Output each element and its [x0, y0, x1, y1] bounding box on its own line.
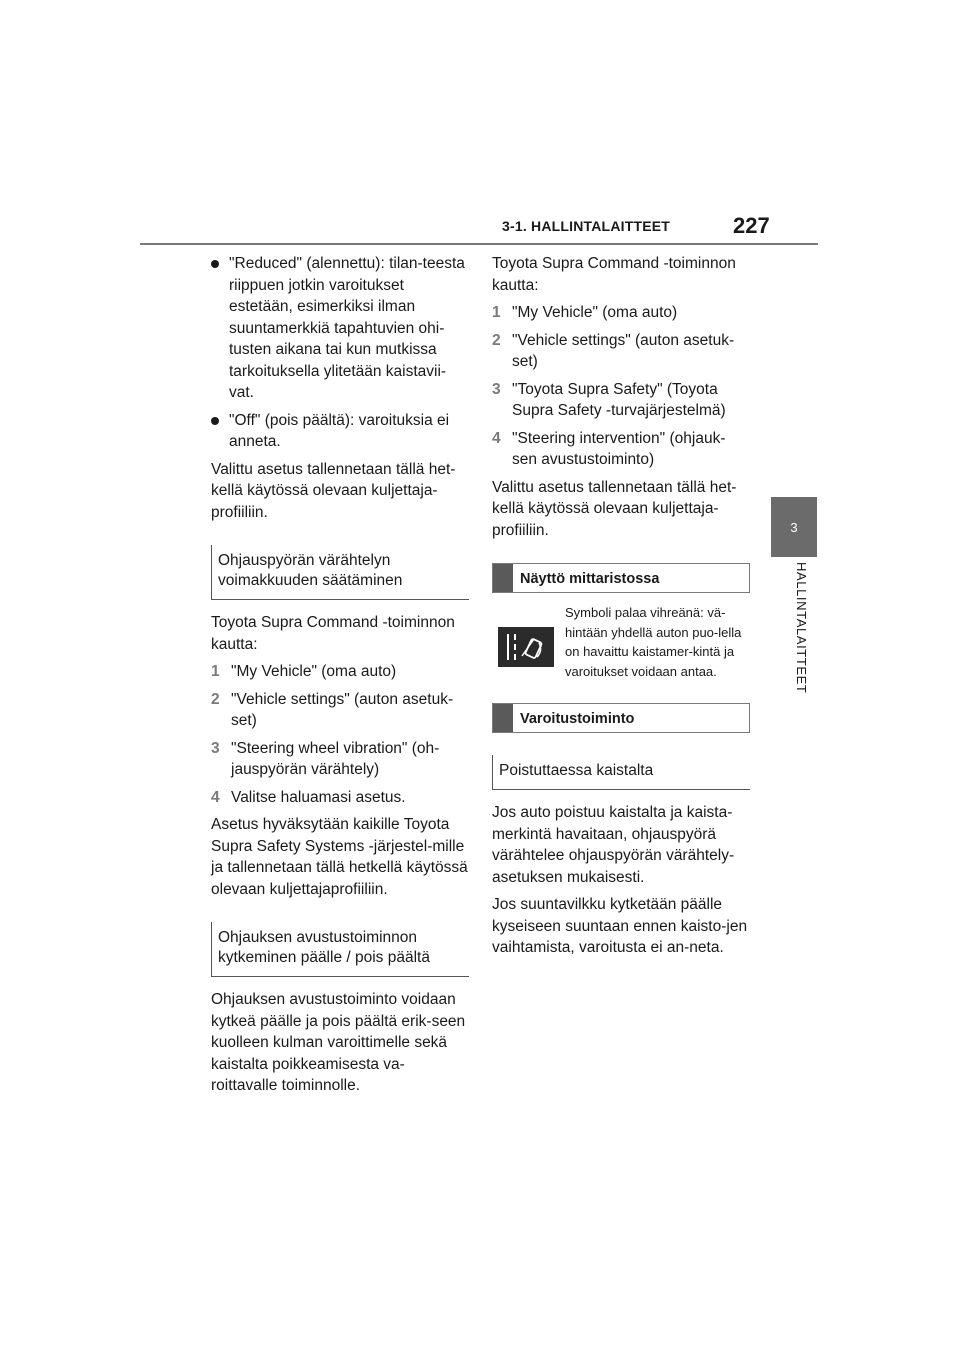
paragraph: Toyota Supra Command -toiminnon kautta:	[492, 255, 736, 294]
bullet-item	[211, 410, 469, 453]
step-item	[492, 330, 750, 373]
right-column	[492, 253, 750, 965]
paragraph: Jos auto poistuu kaistalta ja kaista-merkintä havaitaan, ohjauspyörä värähtelee ohjauspyörän värähtely-asetuksen mukaisesti.	[492, 804, 735, 886]
step-text: "My Vehicle" (oma auto)	[512, 304, 678, 321]
bullet-dot-icon	[211, 417, 219, 425]
indicator-row	[498, 603, 750, 681]
subheading-lane-departure: Poistuttaessa kaistalta	[492, 755, 750, 790]
box-title: Varoitustoiminto	[520, 711, 635, 727]
step-number: 3	[492, 380, 501, 398]
step-text: "Vehicle settings" (auton asetuk-set)	[231, 690, 454, 729]
step-number: 2	[211, 690, 220, 708]
step-item	[492, 428, 750, 471]
step-number: 3	[211, 739, 220, 757]
step-text: "Steering wheel vibration" (oh-jauspyörän värähtely)	[231, 739, 440, 778]
step-item	[211, 738, 469, 781]
subheading-steering-assist: Ohjauksen avustustoiminnon kytkeminen päälle / pois päältä	[211, 922, 469, 977]
paragraph: Jos suuntavilkku kytketään päälle kyseiseen suuntaan ennen kaisto-jen vaihtamista, varoitusta ei an-neta.	[492, 896, 748, 956]
indicator-description: Symboli palaa vihreänä: vä-hintään yhdellä auton puo-lella on havaittu kaistamer-kintä ja varoitukset voidaan antaa.	[565, 605, 742, 679]
paragraph: Asetus hyväksytään kaikille Toyota Supra Safety Systems -järjestel-mille ja tallennetaan tällä hetkellä käytössä olevaan kuljettajaprofiiliin.	[211, 816, 468, 898]
chapter-tab: 3	[771, 497, 817, 557]
box-accent-bar	[493, 564, 513, 592]
step-item	[492, 302, 750, 324]
paragraph: Ohjauksen avustustoiminto voidaan kytkeä päälle ja pois päältä erik-seen kuolleen kulman varoittimelle sekä kaistalta poikkeamisesta va-roittavalle toiminnolle.	[211, 991, 466, 1094]
lane-keep-assist-icon	[498, 627, 554, 667]
box-title: Näyttö mittaristossa	[520, 571, 660, 587]
subheading-vibration: Ohjauspyörän värähtelyn voimakkuuden säätäminen	[211, 545, 469, 600]
bullet-item	[211, 253, 469, 404]
header-divider	[140, 243, 818, 245]
step-text: "Vehicle settings" (auton asetuk-set)	[512, 331, 735, 370]
step-text: "My Vehicle" (oma auto)	[231, 663, 397, 680]
bullet-dot-icon	[211, 260, 219, 268]
step-number: 4	[492, 429, 501, 447]
step-item	[211, 689, 469, 732]
section-box-warning	[492, 703, 750, 733]
section-title: 3-1. HALLINTALAITTEET	[502, 218, 671, 234]
step-number: 2	[492, 331, 501, 349]
section-box-display	[492, 563, 750, 593]
step-number: 4	[211, 788, 220, 806]
step-text: "Toyota Supra Safety" (Toyota Supra Safety -turvajärjestelmä)	[512, 380, 726, 419]
step-number: 1	[492, 304, 501, 321]
step-number: 1	[211, 663, 220, 680]
bullet-text: "Reduced" (alennettu): tilan-teesta riippuen jotkin varoitukset estetään, esimerkiksi ilman suuntamerkkiä tapahtuvien ohi-tusten aikana tai kun mutkissa tarkoituksella ylitetään kaistavii-vat.	[229, 255, 465, 401]
page-number: 227	[733, 213, 770, 238]
paragraph: Toyota Supra Command -toiminnon kautta:	[211, 614, 455, 653]
chapter-title-vertical: HALLINTALAITTEET	[794, 562, 809, 694]
paragraph: Valittu asetus tallennetaan tällä het-kellä käytössä olevaan kuljettaja-profiiliin.	[492, 478, 737, 539]
bullet-text: "Off" (pois päältä): varoituksia ei anneta.	[229, 411, 450, 450]
step-text: "Steering intervention" (ohjauk-sen avustustoiminto)	[512, 429, 726, 468]
step-text: Valitse haluamasi asetus.	[231, 788, 406, 806]
paragraph: Valittu asetus tallennetaan tällä het-kellä käytössä olevaan kuljettaja-profiiliin.	[211, 460, 456, 521]
box-accent-bar	[493, 704, 513, 732]
left-column	[211, 253, 469, 1103]
step-item	[492, 379, 750, 422]
step-item	[211, 787, 469, 809]
step-item	[211, 661, 469, 683]
